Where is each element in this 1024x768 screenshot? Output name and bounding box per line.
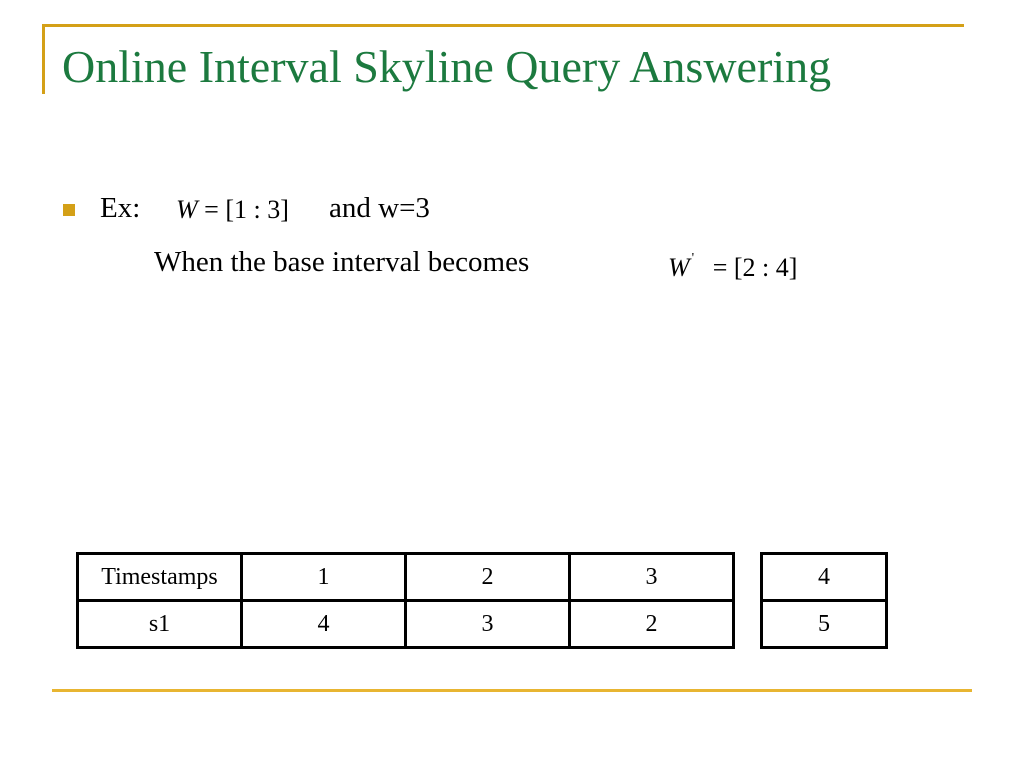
table-header-row	[78, 554, 734, 601]
interval-formula-w	[176, 195, 289, 225]
table-header-row	[762, 554, 887, 601]
base-interval-text: When the base interval becomes	[154, 246, 530, 278]
bullet-square-icon	[63, 204, 75, 216]
table-cell: 1	[242, 554, 406, 601]
example-label: Ex:	[100, 192, 141, 224]
interval-formula-w-prime	[668, 251, 797, 283]
formula-variable: W	[176, 195, 198, 224]
table-cell: Timestamps	[78, 554, 242, 601]
slide-title: Online Interval Skyline Query Answering	[62, 41, 832, 92]
top-frame-line	[42, 24, 964, 27]
formula-expression: = [1 : 3]	[204, 195, 289, 224]
timestamps-table	[76, 552, 735, 649]
table-cell: 2	[406, 554, 570, 601]
bottom-frame-line	[52, 689, 972, 692]
table-cell: 4	[242, 601, 406, 648]
table-cell: 3	[406, 601, 570, 648]
formula-variable-prime: W	[668, 253, 690, 282]
table-cell: 2	[570, 601, 734, 648]
window-size-text: and w=3	[329, 192, 430, 224]
table-row	[762, 601, 887, 648]
table-cell: 4	[762, 554, 887, 601]
left-frame-line	[42, 24, 45, 94]
table-cell: 5	[762, 601, 887, 648]
table-row	[78, 601, 734, 648]
formula-expression-prime: = [2 : 4]	[712, 253, 798, 282]
table-cell: s1	[78, 601, 242, 648]
table-cell: 3	[570, 554, 734, 601]
prime-mark: '	[691, 251, 695, 266]
next-timestamp-table	[760, 552, 888, 649]
